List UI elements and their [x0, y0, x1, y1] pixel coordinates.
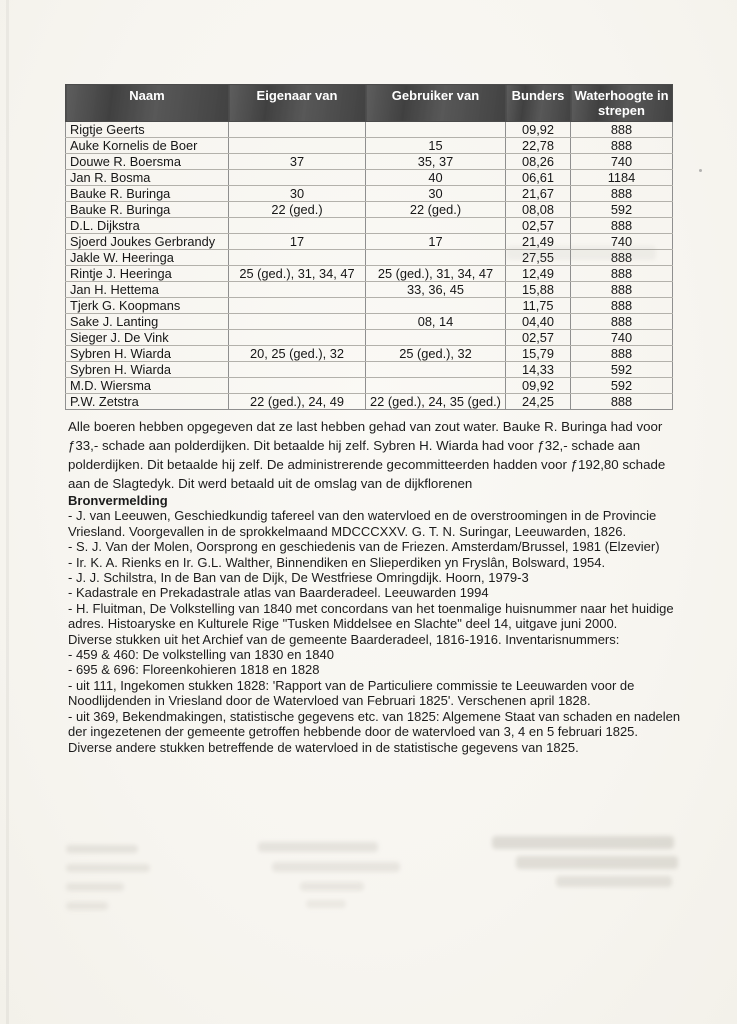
farmers-table-body — [66, 122, 673, 410]
bleed-smudge — [492, 836, 674, 849]
cell-gebruiker-van: 30 — [366, 186, 506, 202]
table-row — [66, 138, 673, 154]
source-item: - 695 & 696: Floreenkohieren 1818 en 1828 — [68, 662, 320, 678]
table-row — [66, 298, 673, 314]
cell-waterhoogte: 888 — [571, 314, 673, 330]
cell-naam: Jan R. Bosma — [66, 170, 229, 186]
cell-bunders: 15,88 — [506, 282, 571, 298]
cell-eigenaar-van: 22 (ged.), 24, 49 — [229, 394, 366, 410]
cell-naam: Auke Kornelis de Boer — [66, 138, 229, 154]
sources-heading: Bronvermelding — [68, 493, 168, 508]
bleed-smudge — [306, 900, 346, 908]
cell-waterhoogte: 888 — [571, 282, 673, 298]
cell-eigenaar-van — [229, 122, 366, 138]
bleed-smudge — [516, 856, 678, 869]
cell-naam: Jakle W. Heeringa — [66, 250, 229, 266]
cell-gebruiker-van: 25 (ged.), 31, 34, 47 — [366, 266, 506, 282]
table-row — [66, 186, 673, 202]
table-row — [66, 346, 673, 362]
bleed-smudge — [66, 883, 124, 891]
cell-gebruiker-van: 25 (ged.), 32 — [366, 346, 506, 362]
cell-bunders: 02,57 — [506, 218, 571, 234]
cell-eigenaar-van: 20, 25 (ged.), 32 — [229, 346, 366, 362]
column-header-eigenaar-van: Eigenaar van — [229, 85, 366, 122]
cell-bunders: 12,49 — [506, 266, 571, 282]
table-row — [66, 122, 673, 138]
cell-bunders: 27,55 — [506, 250, 571, 266]
cell-eigenaar-van — [229, 282, 366, 298]
bleed-smudge — [66, 864, 150, 872]
cell-naam: M.D. Wiersma — [66, 378, 229, 394]
cell-waterhoogte: 888 — [571, 266, 673, 282]
table-row — [66, 282, 673, 298]
bleed-smudge — [66, 902, 108, 910]
column-header-bunders: Bunders — [506, 85, 571, 122]
source-item: - uit 369, Bekendmakingen, statistische gegevens etc. van 1825: Algemene Staat van schaden en nadelen der ingezetenen der gemeente getroffen hebbende door de watervloed van 3, 4 en 5 februari 1825. — [68, 708, 681, 740]
sources-section — [68, 493, 684, 755]
cell-naam: Rintje J. Heeringa — [66, 266, 229, 282]
cell-gebruiker-van — [366, 250, 506, 266]
cell-gebruiker-van — [366, 298, 506, 314]
cell-naam: Sybren H. Wiarda — [66, 362, 229, 378]
table-header-row — [66, 85, 673, 122]
table-row — [66, 314, 673, 330]
bleed-smudge — [272, 862, 400, 872]
cell-bunders: 14,33 — [506, 362, 571, 378]
cell-waterhoogte: 592 — [571, 362, 673, 378]
cell-gebruiker-van: 17 — [366, 234, 506, 250]
source-item: - Ir. K. A. Rienks en Ir. G.L. Walther, Binnendiken en Slieperdiken yn Fryslân, Bolsward, 1954. — [68, 554, 606, 570]
bleed-smudge — [258, 842, 378, 852]
source-item: - J. J. Schilstra, In de Ban van de Dijk, De Westfriese Omringdijk. Hoorn, 1979-3 — [68, 570, 529, 586]
cell-eigenaar-van — [229, 378, 366, 394]
cell-waterhoogte: 592 — [571, 378, 673, 394]
table-row — [66, 394, 673, 410]
cell-gebruiker-van: 35, 37 — [366, 154, 506, 170]
table-row — [66, 202, 673, 218]
source-item: - 459 & 460: De volkstelling van 1830 en 1840 — [68, 647, 334, 663]
table-row — [66, 170, 673, 186]
cell-bunders: 09,92 — [506, 122, 571, 138]
table-row — [66, 330, 673, 346]
bleed-smudge — [556, 876, 672, 887]
cell-naam: D.L. Dijkstra — [66, 218, 229, 234]
sources-list — [68, 508, 684, 755]
table-row — [66, 378, 673, 394]
table-row — [66, 362, 673, 378]
cell-gebruiker-van — [366, 218, 506, 234]
cell-waterhoogte: 740 — [571, 234, 673, 250]
cell-naam: Jan H. Hettema — [66, 282, 229, 298]
source-item: - Kadastrale en Prekadastrale atlas van Baarderadeel. Leeuwarden 1994 — [68, 585, 489, 601]
scan-speck — [699, 169, 702, 172]
cell-waterhoogte: 740 — [571, 154, 673, 170]
cell-eigenaar-van — [229, 138, 366, 154]
cell-bunders: 02,57 — [506, 330, 571, 346]
source-item: Diverse andere stukken betreffende de watervloed in de statistische gegevens van 1825. — [68, 739, 579, 755]
cell-naam: Douwe R. Boersma — [66, 154, 229, 170]
cell-eigenaar-van: 30 — [229, 186, 366, 202]
cell-naam: Rigtje Geerts — [66, 122, 229, 138]
source-item: Diverse stukken uit het Archief van de gemeente Baarderadeel, 1816-1916. Inventarisnummers: — [68, 631, 620, 647]
cell-bunders: 08,26 — [506, 154, 571, 170]
cell-eigenaar-van: 37 — [229, 154, 366, 170]
cell-bunders: 21,67 — [506, 186, 571, 202]
cell-bunders: 22,78 — [506, 138, 571, 154]
cell-waterhoogte: 740 — [571, 330, 673, 346]
scan-edge-shadow — [6, 0, 9, 1024]
cell-gebruiker-van: 33, 36, 45 — [366, 282, 506, 298]
column-header-naam: Naam — [66, 85, 229, 122]
cell-naam: Sjoerd Joukes Gerbrandy — [66, 234, 229, 250]
cell-eigenaar-van — [229, 250, 366, 266]
column-header-waterhoogte: Waterhoogte in strepen — [571, 85, 673, 122]
bleed-smudge — [300, 882, 364, 891]
cell-eigenaar-van — [229, 170, 366, 186]
cell-naam: Sieger J. De Vink — [66, 330, 229, 346]
cell-waterhoogte: 592 — [571, 202, 673, 218]
cell-waterhoogte: 888 — [571, 122, 673, 138]
cell-gebruiker-van — [366, 330, 506, 346]
source-item: - uit 111, Ingekomen stukken 1828: 'Rapport van de Particuliere commissie te Leeuwarden voor de Noodlijdenden in Vriesland door de Watervloed van Februari 1825'. Verschenen april 1828. — [68, 677, 635, 709]
cell-bunders: 04,40 — [506, 314, 571, 330]
cell-waterhoogte: 888 — [571, 218, 673, 234]
cell-gebruiker-van: 22 (ged.) — [366, 202, 506, 218]
cell-gebruiker-van — [366, 362, 506, 378]
cell-gebruiker-van — [366, 378, 506, 394]
cell-eigenaar-van — [229, 298, 366, 314]
cell-naam: Bauke R. Buringa — [66, 186, 229, 202]
cell-waterhoogte: 888 — [571, 250, 673, 266]
source-item: - J. van Leeuwen, Geschiedkundig tafereel van den watervloed en de overstroomingen in de Provincie Vriesland. Voorgevallen in de sprokkelmaand MDCCCXXV. G. T. N. Suringar, Leeuwarden, 1826. — [68, 508, 657, 539]
cell-gebruiker-van: 40 — [366, 170, 506, 186]
cell-gebruiker-van — [366, 122, 506, 138]
source-item: - S. J. Van der Molen, Oorsprong en geschiedenis van de Friezen. Amsterdam/Brussel, 1981 (Elzevier) — [68, 539, 660, 555]
bleed-smudge — [506, 246, 656, 260]
cell-bunders: 11,75 — [506, 298, 571, 314]
cell-waterhoogte: 888 — [571, 346, 673, 362]
cell-waterhoogte: 888 — [571, 394, 673, 410]
cell-eigenaar-van: 25 (ged.), 31, 34, 47 — [229, 266, 366, 282]
cell-naam: P.W. Zetstra — [66, 394, 229, 410]
table-row — [66, 154, 673, 170]
column-header-gebruiker-van: Gebruiker van — [366, 85, 506, 122]
cell-naam: Bauke R. Buringa — [66, 202, 229, 218]
source-item: - H. Fluitman, De Volkstelling van 1840 met concordans van het toenmalige huisnummer naar het huidige adres. Histoaryske en Kulturele Rige "Tusken Middelsee en Slachte" deel 14, uitgave juni 2000. — [68, 600, 674, 632]
cell-eigenaar-van — [229, 362, 366, 378]
cell-naam: Tjerk G. Koopmans — [66, 298, 229, 314]
cell-waterhoogte: 888 — [571, 186, 673, 202]
cell-bunders: 06,61 — [506, 170, 571, 186]
bleed-smudge — [66, 845, 138, 853]
cell-eigenaar-van: 17 — [229, 234, 366, 250]
cell-bunders: 21,49 — [506, 234, 571, 250]
cell-eigenaar-van — [229, 218, 366, 234]
table-row — [66, 266, 673, 282]
cell-waterhoogte: 1184 — [571, 170, 673, 186]
cell-eigenaar-van — [229, 314, 366, 330]
cell-naam: Sybren H. Wiarda — [66, 346, 229, 362]
salt-water-damage-paragraph: Alle boeren hebben opgegeven dat ze last hebben gehad van zout water. Bauke R. Buringa had voor ƒ33,- schade aan polderdijken. Dit betaalde hij zelf. Sybren H. Wiarda had voor ƒ32,- schade aan polderdijken. Dit betaalde hij zelf. De administrerende gecommitteerden hadden voor ƒ192,80 schade aan de Slagtedyk. Dit werd betaald uit de omslag van de dijkflorenen — [68, 419, 666, 491]
cell-eigenaar-van: 22 (ged.) — [229, 202, 366, 218]
cell-bunders: 08,08 — [506, 202, 571, 218]
table-row — [66, 218, 673, 234]
cell-waterhoogte: 888 — [571, 138, 673, 154]
cell-bunders: 15,79 — [506, 346, 571, 362]
cell-gebruiker-van: 15 — [366, 138, 506, 154]
cell-gebruiker-van: 22 (ged.), 24, 35 (ged.) — [366, 394, 506, 410]
cell-naam: Sake J. Lanting — [66, 314, 229, 330]
cell-bunders: 09,92 — [506, 378, 571, 394]
cell-waterhoogte: 888 — [571, 298, 673, 314]
cell-bunders: 24,25 — [506, 394, 571, 410]
cell-gebruiker-van: 08, 14 — [366, 314, 506, 330]
cell-eigenaar-van — [229, 330, 366, 346]
